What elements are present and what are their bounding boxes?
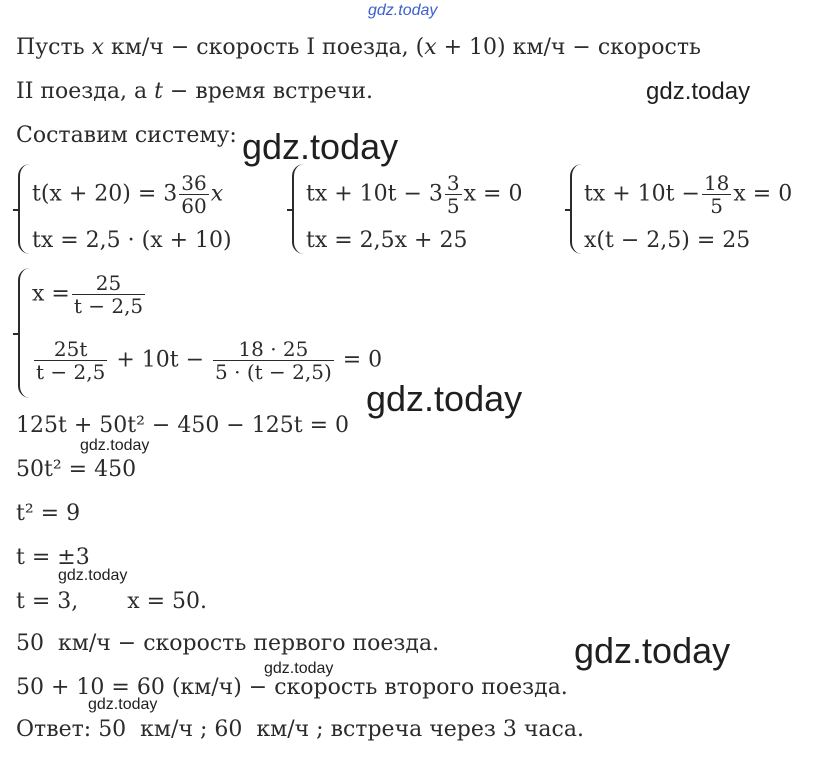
brace <box>18 268 30 398</box>
equation-1: 125t + 50t² − 450 − 125t = 0 <box>16 413 349 438</box>
brace <box>570 164 582 254</box>
system-1 <box>18 164 268 254</box>
watermark-small-4: gdz.today <box>88 696 158 713</box>
result-2: 50 + 10 = 60 (км/ч) − скорость второго поезда. <box>16 675 568 700</box>
brace <box>18 164 30 254</box>
equation-5: t = 3, x = 50. <box>16 589 208 614</box>
system-3-line-1: tx + 10t − $\frac{18}{5}$ x = 0 <box>584 171 793 218</box>
equation-2: 50t² = 450 <box>16 457 137 482</box>
heading: Составим систему: <box>16 123 237 148</box>
system-4-line-2: $\frac{25t}{t - 2,5}$ + 10t − $\frac{18 \cdot 25}{5 \cdot (t - 2,5)}$ = 0 <box>36 337 383 384</box>
equation-3: t² = 9 <box>16 501 81 526</box>
watermark-top: gdz.today <box>368 2 438 19</box>
equation-4: t = ±3 <box>16 545 90 570</box>
answer: Ответ: 50 км/ч ; 60 км/ч ; встреча через 3 часа. <box>16 717 584 742</box>
watermark-right: gdz.today <box>646 78 751 105</box>
system-1-line-2: tx = 2,5 · (x + 10) <box>32 228 232 253</box>
watermark-mid: gdz.today <box>366 378 523 419</box>
system-4-line-1: x = $\frac{25}{t - 2,5}$ <box>32 271 144 318</box>
system-2-line-1: tx + 10t − 3 $\frac{3}{5}$ x = 0 <box>306 171 523 218</box>
system-3-line-2: x(t − 2,5) = 25 <box>584 228 751 253</box>
system-2-line-2: tx = 2,5x + 25 <box>306 228 468 253</box>
watermark-bottom: gdz.today <box>574 630 731 671</box>
result-1: 50 км/ч − скорость первого поезда. <box>16 631 440 656</box>
watermark-system: gdz.today <box>242 126 399 167</box>
intro-line-2: II поезда, а t − время встречи. <box>16 79 373 104</box>
system-1-line-1: t(x + 20) = 3 $\frac{36}{60}$ x <box>32 171 224 218</box>
system-2 <box>292 164 552 254</box>
brace <box>292 164 304 254</box>
watermark-small-2: gdz.today <box>58 567 128 584</box>
system-3 <box>570 164 815 254</box>
watermark-small-1: gdz.today <box>80 437 150 454</box>
watermark-small-3: gdz.today <box>264 660 334 677</box>
system-4 <box>18 268 418 398</box>
intro-line-1: Пусть x км/ч − скорость I поезда, (x + 10) км/ч − скорость <box>16 35 701 60</box>
